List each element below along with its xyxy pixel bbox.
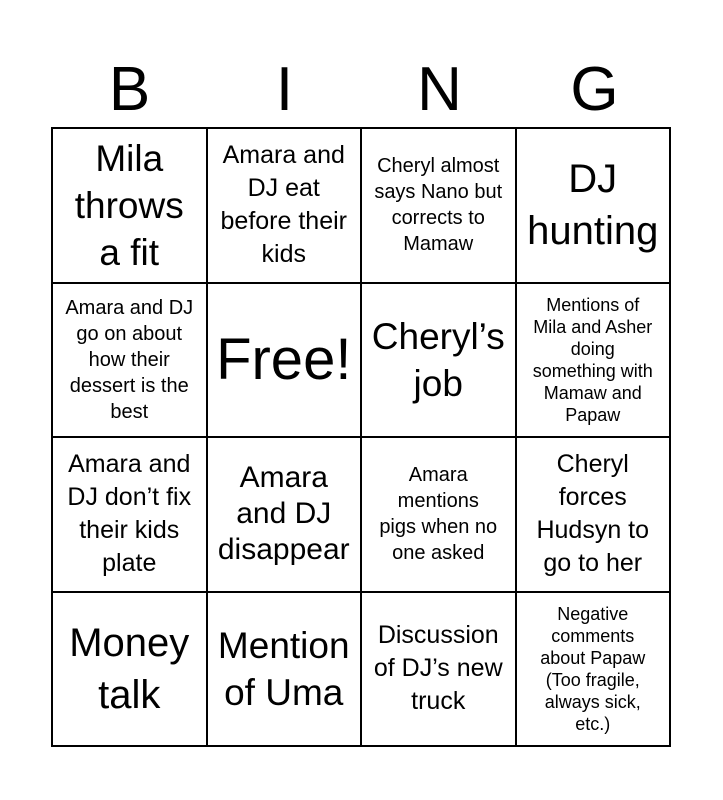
cell-text: Amara and DJ go on about how their dessert is the best [65, 296, 194, 423]
bingo-cell[interactable] [53, 284, 208, 439]
cell-text: Amara and DJ don’t fix their kids plate [67, 450, 192, 578]
bingo-cell[interactable] [517, 284, 672, 439]
cell-text: Discussion of DJ’s new truck [373, 621, 503, 716]
cell-text: Mila throws a fit [74, 137, 184, 273]
cell-text: Free! [216, 326, 352, 392]
bingo-cell[interactable] [517, 438, 672, 593]
bingo-cell[interactable] [362, 438, 517, 593]
bingo-cell[interactable] [208, 438, 363, 593]
bingo-cell[interactable] [362, 129, 517, 284]
cell-text: Money talk [69, 620, 190, 717]
bingo-cell[interactable] [208, 593, 363, 748]
bingo-cell[interactable] [517, 593, 672, 748]
bingo-cell-free[interactable] [208, 284, 363, 439]
cell-text: Mentions of Mila and Asher doing something with Mamaw and Papaw [532, 294, 653, 425]
cell-text: DJ hunting [527, 157, 659, 254]
cell-text: Cheryl’s job [371, 315, 505, 404]
cell-text: Amara mentions pigs when no one asked [379, 464, 498, 565]
header-letter-i: I [275, 55, 294, 124]
cell-text: Negative comments about Papaw (Too fragile, always sick, etc.) [540, 603, 646, 734]
bingo-cell[interactable] [517, 129, 672, 284]
bingo-cell[interactable] [53, 129, 208, 284]
bingo-header [52, 52, 672, 128]
cell-text: Mention of Uma [217, 624, 350, 713]
bingo-board [51, 127, 671, 747]
header-letter-g: G [570, 55, 619, 124]
bingo-cell[interactable] [53, 593, 208, 748]
bingo-cell[interactable] [362, 284, 517, 439]
header-letter-b: B [108, 55, 151, 124]
bingo-cell[interactable] [362, 593, 517, 748]
cell-text: Cheryl forces Hudsyn to go to her [536, 450, 650, 578]
bingo-cell[interactable] [208, 129, 363, 284]
cell-text: Amara and DJ eat before their kids [220, 141, 347, 269]
cell-text: Cheryl almost says Nano but corrects to Mamaw [374, 155, 503, 256]
cell-text: Amara and DJ disappear [217, 461, 350, 567]
header-letter-n: N [417, 55, 462, 124]
bingo-cell[interactable] [53, 438, 208, 593]
